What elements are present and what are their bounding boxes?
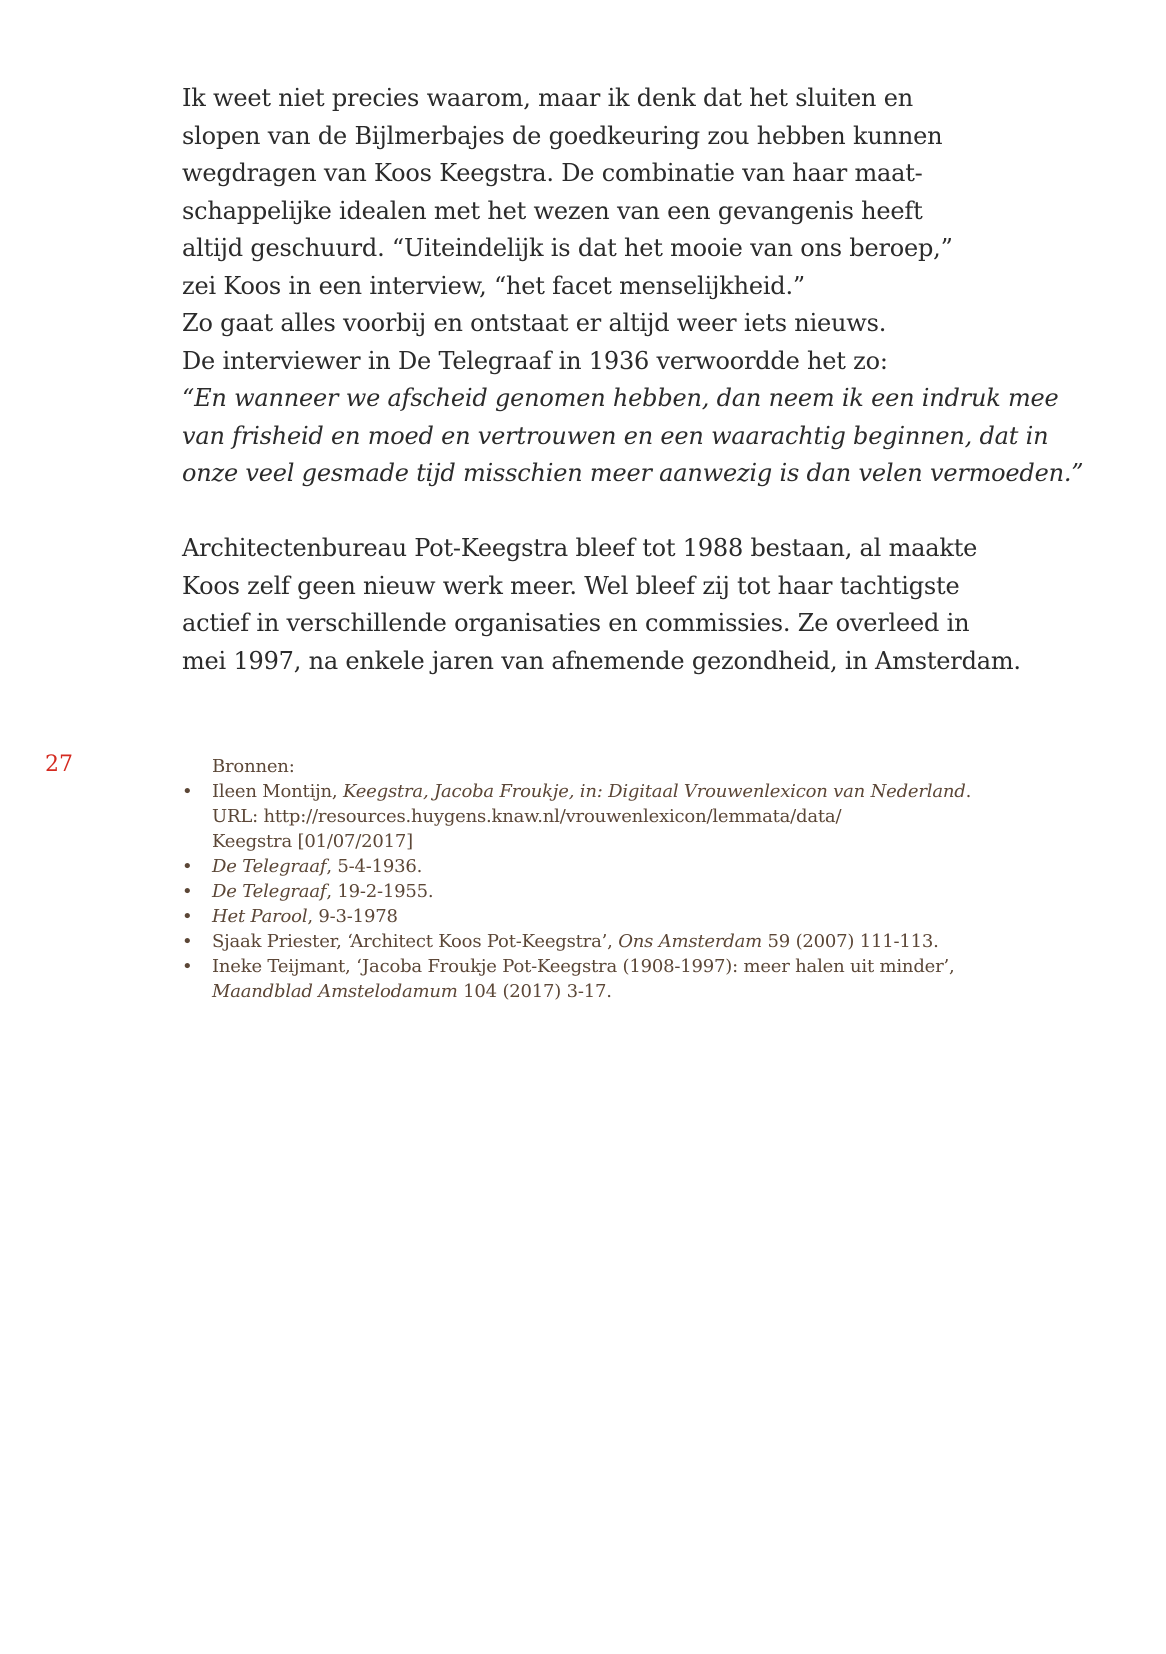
text-line: Architectenbureau Pot-Keegstra bleef tot 1988 bestaan, al maakte: [182, 534, 978, 562]
quote-line: “En wanneer we afscheid genomen hebben, dan neem ik een indruk mee: [182, 384, 1059, 412]
source-line: [212, 879, 1082, 904]
source-detail: , 19-2-1955.: [326, 881, 434, 902]
paragraph-gap: [182, 493, 1082, 531]
source-url-tail: Keegstra [01/07/2017]: [212, 831, 413, 852]
quote-line: van frisheid en moed en vertrouwen en een waarachtig beginnen, dat in: [182, 421, 1049, 450]
source-title: Het Parool: [212, 906, 308, 927]
paragraph-2: [182, 530, 1082, 680]
text-line: mei 1997, na enkele jaren van afnemende gezondheid, in Amsterdam.: [182, 646, 1021, 675]
text-line: De interviewer in De Telegraaf in 1936 verwoordde het zo:: [182, 346, 888, 375]
source-title: Maandblad Amstelodamum: [212, 981, 458, 1002]
body-text: [182, 80, 1082, 680]
bullet-icon: •: [182, 906, 193, 927]
bullet-icon: •: [182, 781, 193, 802]
source-detail: 104 (2017) 3-17.: [457, 981, 612, 1002]
source-item: [182, 779, 1082, 854]
text-line: wegdragen van Koos Keegstra. De combinatie van haar maat-: [182, 159, 923, 187]
text-line: altijd geschuurd. “Uiteindelijk is dat het mooie van ons beroep,”: [182, 234, 953, 262]
bullet-icon: •: [182, 956, 193, 977]
text-line: zei Koos in een interview, “het facet menselijkheid.”: [182, 271, 805, 300]
text-line: schappelijke idealen met het wezen van een gevangenis heeft: [182, 196, 923, 225]
source-title: Ons Amsterdam: [618, 931, 763, 952]
source-detail: 59 (2007) 111-113.: [762, 931, 939, 952]
source-title: De Telegraaf: [212, 881, 327, 902]
source-line: [212, 929, 1082, 954]
text-line: Ik weet niet precies waarom, maar ik denk dat het sluiten en: [182, 84, 914, 112]
source-url[interactable]: URL: http://resources.huygens.knaw.nl/vrouwenlexicon/lemmata/data/: [212, 806, 842, 827]
source-line: [212, 779, 1082, 804]
source-author: Ileen Montijn,: [212, 781, 343, 802]
source-title: Keegstra, Jacoba Froukje, in: Digitaal Vrouwenlexicon van Nederland: [342, 781, 966, 802]
bullet-icon: •: [182, 881, 193, 902]
paragraph-1: [182, 80, 1082, 493]
source-item: [182, 954, 1082, 1004]
source-line: [212, 904, 1082, 929]
sources-heading: Bronnen:: [212, 756, 295, 777]
source-detail: , 5-4-1936.: [326, 856, 423, 877]
sources-list: [182, 754, 1082, 1004]
source-detail: .: [965, 781, 972, 802]
source-item: [182, 929, 1082, 954]
source-detail: , 9-3-1978: [307, 906, 398, 927]
source-author: Ineke Teijmant, ‘Jacoba Froukje Pot-Keegstra (1908-1997): meer halen uit minder’,: [212, 956, 955, 977]
bullet-icon: •: [182, 931, 193, 952]
text-line: Zo gaat alles voorbij en ontstaat er altijd weer iets nieuws.: [182, 309, 887, 337]
bullet-icon: •: [182, 856, 193, 877]
source-author: Sjaak Priester, ‘Architect Koos Pot-Keegstra’,: [212, 931, 619, 952]
page-number: 27: [45, 752, 73, 777]
source-line: [212, 854, 1082, 879]
source-item: [182, 854, 1082, 879]
source-item: [182, 904, 1082, 929]
text-line: actief in verschillende organisaties en commissies. Ze overleed in: [182, 609, 970, 637]
text-line: Koos zelf geen nieuw werk meer. Wel bleef zij tot haar tachtigste: [182, 571, 960, 600]
sources-items: [182, 779, 1082, 1004]
source-item: [182, 879, 1082, 904]
quote-line: onze veel gesmade tijd misschien meer aanwezig is dan velen vermoeden.”: [182, 459, 1084, 487]
text-line: slopen van de Bijlmerbajes de goedkeuring zou hebben kunnen: [182, 121, 943, 150]
source-line: [212, 979, 1082, 1004]
source-title: De Telegraaf: [212, 856, 327, 877]
